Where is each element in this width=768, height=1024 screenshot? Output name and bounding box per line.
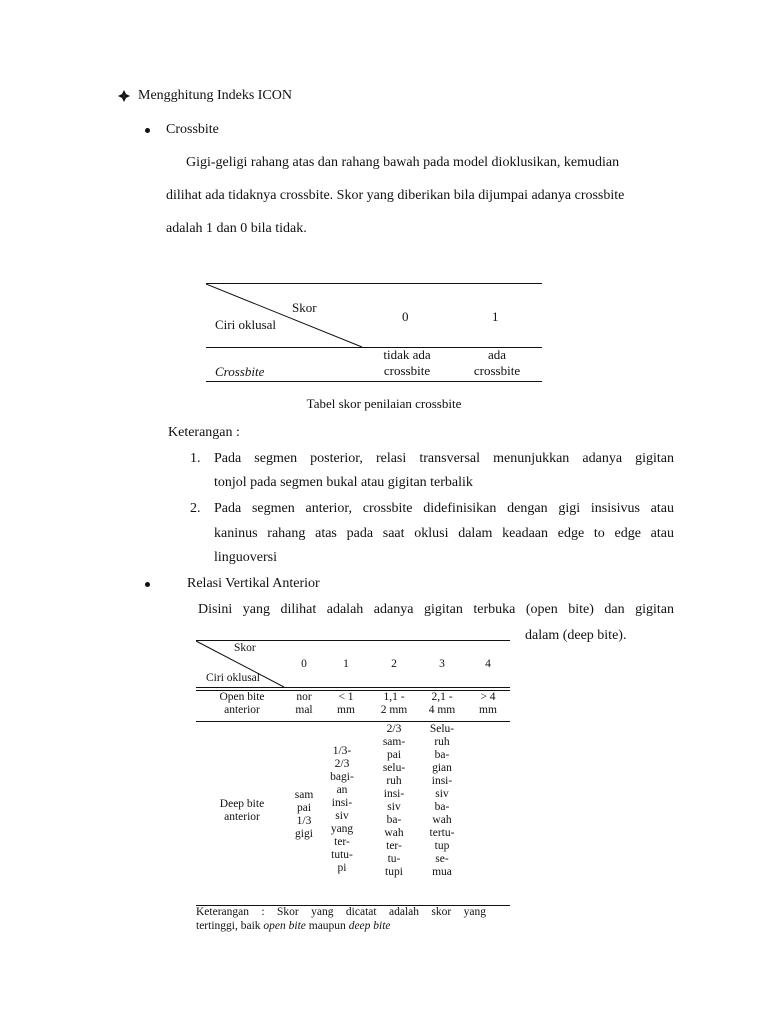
table2-open-bite-label: Open bite anterior bbox=[219, 691, 265, 716]
diagonal-header-line bbox=[206, 283, 366, 349]
keterangan-item1-line1: Pada segmen posterior, relasi transversal menunjukkan adanya gigitan bbox=[214, 451, 674, 466]
table2-cell-line: pai bbox=[296, 802, 312, 814]
table2-cell-line: tertu- bbox=[429, 827, 455, 839]
table2-cell-line: Selu- bbox=[429, 723, 455, 735]
keterangan-item1-line2: tonjol pada segmen bukal atau gigitan terbalik bbox=[214, 475, 473, 490]
table2-cell-line: ter- bbox=[334, 836, 350, 848]
table2-cell-line: 2/3 bbox=[386, 723, 402, 735]
table2-open-bite-cell-4: > 4 mm bbox=[479, 691, 497, 716]
keterangan-item1-number: 1. bbox=[190, 451, 201, 466]
vertical-anterior-title: Relasi Vertikal Anterior bbox=[187, 576, 320, 591]
table2-cell-line: ba- bbox=[434, 749, 450, 761]
table2-col-1: 1 bbox=[343, 658, 349, 670]
table2-cell-line: gian bbox=[432, 762, 452, 774]
table2-cell-line: 1/3- bbox=[332, 745, 352, 757]
bullet-icon bbox=[145, 128, 150, 133]
table2-deep-bite-cell-2 bbox=[374, 723, 414, 879]
table2-note-line1: Keterangan : Skor yang dicatat adalah skor yang bbox=[196, 906, 486, 918]
bullet-icon bbox=[145, 582, 150, 587]
table2-note-line2: tertinggi, baik open bite maupun deep bite bbox=[196, 920, 391, 932]
keterangan-label: Keterangan : bbox=[168, 425, 240, 440]
table2-header-skor: Skor bbox=[234, 642, 256, 654]
table2-cell-line: ba- bbox=[434, 801, 450, 813]
table2-cell-line: yang bbox=[330, 823, 354, 835]
table2-cell-line: ba- bbox=[386, 814, 402, 826]
table2-cell-line: tu- bbox=[387, 853, 401, 865]
table1-col-1: 1 bbox=[492, 309, 499, 324]
crossbite-para-line2: dilihat ada tidaknya crossbite. Skor yang diberikan bila dijumpai adanya crossbite bbox=[166, 188, 625, 203]
table2-deep-bite-cell-3 bbox=[422, 723, 462, 879]
table1-cell-0: tidak ada crossbite bbox=[383, 347, 431, 378]
keterangan-item2-line3: linguoversi bbox=[214, 550, 277, 565]
table2-cell-line: se- bbox=[435, 853, 449, 865]
table1-header-ciri: Ciri oklusal bbox=[215, 317, 277, 332]
table2-open-bite-cell-0: nor mal bbox=[295, 691, 313, 716]
table2-open-bite-cell-1: < 1 mm bbox=[337, 691, 355, 716]
table2-open-bite-cell-3: 2,1 - 4 mm bbox=[428, 691, 456, 716]
table1-caption: Tabel skor penilaian crossbite bbox=[306, 396, 462, 411]
table2-cell-line: sam- bbox=[382, 736, 406, 748]
table1-cell-1: ada crossbite bbox=[473, 347, 521, 378]
diamond-bullet-icon bbox=[117, 89, 131, 103]
table2-cell-line: tup bbox=[434, 840, 450, 852]
vertical-anterior-para-line1: Disini yang dilihat adalah adanya gigitan terbuka (open bite) dan gigitan bbox=[198, 602, 674, 617]
table2-cell-line: 1/3 bbox=[296, 815, 312, 827]
table2-col-3: 3 bbox=[439, 658, 445, 670]
table2-cell-line: wah bbox=[432, 814, 452, 826]
vertical-anterior-para-line2: dalam (deep bite). bbox=[525, 628, 627, 643]
keterangan-item2-number: 2. bbox=[190, 501, 201, 516]
table2-col-0: 0 bbox=[301, 658, 307, 670]
table2-cell-line: ter- bbox=[386, 840, 402, 852]
section-heading: Mengghitung Indeks ICON bbox=[138, 88, 292, 103]
table2-cell-line: siv bbox=[387, 801, 401, 813]
table1-row-label: Crossbite bbox=[215, 364, 265, 379]
table2-col-4: 4 bbox=[485, 658, 491, 670]
vertical-anterior-score-table bbox=[196, 640, 510, 906]
keterangan-item2-line2: kaninus rahang atas pada saat oklusi dalam keadaan edge to edge atau bbox=[214, 526, 674, 541]
table2-open-bite-cell-2: 1,1 - 2 mm bbox=[380, 691, 408, 716]
table2-cell-line: ruh bbox=[434, 736, 450, 748]
crossbite-title: Crossbite bbox=[166, 122, 219, 137]
table2-cell-line: selu- bbox=[382, 762, 406, 774]
keterangan-item2-line1: Pada segmen anterior, crossbite didefinisikan dengan gigi insisivus atau bbox=[214, 501, 674, 516]
crossbite-score-table bbox=[206, 283, 542, 382]
table2-deep-bite-label: Deep bite anterior bbox=[219, 798, 265, 823]
table2-cell-line: an bbox=[336, 784, 348, 796]
crossbite-para-line1: Gigi-geligi rahang atas dan rahang bawah pada model dioklusikan, kemudian bbox=[186, 155, 620, 170]
table2-col-2: 2 bbox=[391, 658, 397, 670]
table2-cell-line: siv bbox=[335, 810, 349, 822]
table2-cell-line: 2/3 bbox=[334, 758, 350, 770]
table1-header-skor: Skor bbox=[292, 300, 317, 315]
table2-cell-line: pi bbox=[337, 862, 347, 874]
table2-cell-line: mua bbox=[432, 866, 452, 878]
table2-cell-line: ruh bbox=[386, 775, 402, 787]
table1-col-0: 0 bbox=[402, 309, 409, 324]
table2-cell-line: gigi bbox=[295, 828, 313, 840]
table2-header-ciri: Ciri oklusal bbox=[206, 672, 260, 684]
table2-cell-line: sam bbox=[294, 789, 314, 801]
table2-cell-line: tupi bbox=[385, 866, 403, 878]
table2-deep-bite-cell-0 bbox=[288, 789, 320, 841]
table2-cell-line: insi- bbox=[331, 797, 353, 809]
table2-cell-line: tutu- bbox=[331, 849, 353, 861]
table2-cell-line: insi- bbox=[431, 775, 453, 787]
crossbite-para-line3: adalah 1 dan 0 bila tidak. bbox=[166, 221, 307, 236]
table2-cell-line: siv bbox=[435, 788, 449, 800]
table2-cell-line: bagi- bbox=[330, 771, 354, 783]
table2-cell-line: pai bbox=[386, 749, 402, 761]
table2-cell-line: wah bbox=[384, 827, 404, 839]
table2-cell-line: insi- bbox=[383, 788, 405, 800]
table2-deep-bite-cell-1 bbox=[322, 745, 362, 875]
